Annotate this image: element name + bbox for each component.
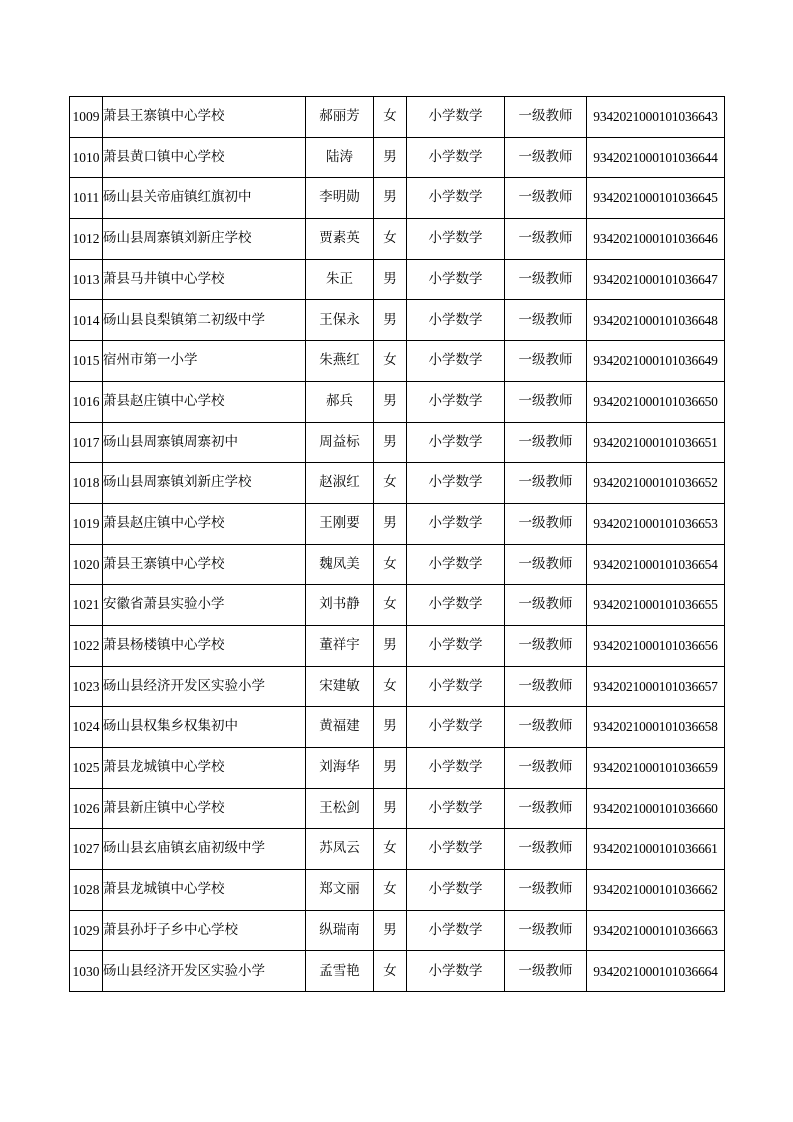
school-name-cell: 萧县龙城镇中心学校 [103, 748, 306, 789]
teacher-name-cell: 刘书静 [306, 585, 374, 626]
subject-cell: 小学数学 [407, 503, 505, 544]
professional-title-cell: 一级教师 [505, 544, 587, 585]
table-row [70, 97, 725, 138]
subject-cell: 小学数学 [407, 666, 505, 707]
professional-title-cell: 一级教师 [505, 259, 587, 300]
professional-title-cell: 一级教师 [505, 707, 587, 748]
school-name-cell: 萧县孙圩子乡中心学校 [103, 910, 306, 951]
professional-title-cell: 一级教师 [505, 137, 587, 178]
gender-cell: 男 [374, 178, 407, 219]
certificate-number-cell: 9342021000101036662 [587, 870, 725, 911]
row-number-cell: 1023 [70, 666, 103, 707]
subject-cell: 小学数学 [407, 381, 505, 422]
professional-title-cell: 一级教师 [505, 178, 587, 219]
row-number-cell: 1016 [70, 381, 103, 422]
school-name-cell: 萧县黄口镇中心学校 [103, 137, 306, 178]
teacher-name-cell: 赵淑红 [306, 463, 374, 504]
subject-cell: 小学数学 [407, 788, 505, 829]
row-number-cell: 1022 [70, 625, 103, 666]
teacher-name-cell: 王刚要 [306, 503, 374, 544]
teacher-name-cell: 王保永 [306, 300, 374, 341]
professional-title-cell: 一级教师 [505, 300, 587, 341]
table-row [70, 870, 725, 911]
school-name-cell: 砀山县玄庙镇玄庙初级中学 [103, 829, 306, 870]
row-number-cell: 1027 [70, 829, 103, 870]
professional-title-cell: 一级教师 [505, 341, 587, 382]
professional-title-cell: 一级教师 [505, 951, 587, 992]
school-name-cell: 砀山县关帝庙镇红旗初中 [103, 178, 306, 219]
gender-cell: 男 [374, 625, 407, 666]
school-name-cell: 萧县赵庄镇中心学校 [103, 381, 306, 422]
professional-title-cell: 一级教师 [505, 463, 587, 504]
subject-cell: 小学数学 [407, 463, 505, 504]
teacher-name-cell: 魏凤美 [306, 544, 374, 585]
school-name-cell: 萧县新庄镇中心学校 [103, 788, 306, 829]
professional-title-cell: 一级教师 [505, 625, 587, 666]
subject-cell: 小学数学 [407, 870, 505, 911]
school-name-cell: 萧县马井镇中心学校 [103, 259, 306, 300]
row-number-cell: 1024 [70, 707, 103, 748]
certificate-number-cell: 9342021000101036646 [587, 219, 725, 260]
certificate-number-cell: 9342021000101036663 [587, 910, 725, 951]
subject-cell: 小学数学 [407, 341, 505, 382]
school-name-cell: 砀山县周寨镇刘新庄学校 [103, 463, 306, 504]
row-number-cell: 1021 [70, 585, 103, 626]
gender-cell: 男 [374, 300, 407, 341]
certificate-number-cell: 9342021000101036654 [587, 544, 725, 585]
certificate-number-cell: 9342021000101036660 [587, 788, 725, 829]
certificate-number-cell: 9342021000101036661 [587, 829, 725, 870]
certificate-number-cell: 9342021000101036647 [587, 259, 725, 300]
subject-cell: 小学数学 [407, 585, 505, 626]
subject-cell: 小学数学 [407, 300, 505, 341]
row-number-cell: 1019 [70, 503, 103, 544]
row-number-cell: 1017 [70, 422, 103, 463]
gender-cell: 女 [374, 219, 407, 260]
teacher-name-cell: 苏凤云 [306, 829, 374, 870]
row-number-cell: 1013 [70, 259, 103, 300]
teacher-name-cell: 陆涛 [306, 137, 374, 178]
subject-cell: 小学数学 [407, 422, 505, 463]
school-name-cell: 砀山县周寨镇刘新庄学校 [103, 219, 306, 260]
school-name-cell: 砀山县经济开发区实验小学 [103, 951, 306, 992]
row-number-cell: 1010 [70, 137, 103, 178]
subject-cell: 小学数学 [407, 97, 505, 138]
subject-cell: 小学数学 [407, 178, 505, 219]
table-row [70, 259, 725, 300]
table-row [70, 341, 725, 382]
table-row [70, 666, 725, 707]
teacher-name-cell: 周益标 [306, 422, 374, 463]
table-row [70, 178, 725, 219]
gender-cell: 男 [374, 422, 407, 463]
row-number-cell: 1030 [70, 951, 103, 992]
professional-title-cell: 一级教师 [505, 422, 587, 463]
subject-cell: 小学数学 [407, 910, 505, 951]
table-row [70, 910, 725, 951]
gender-cell: 男 [374, 381, 407, 422]
gender-cell: 女 [374, 829, 407, 870]
row-number-cell: 1029 [70, 910, 103, 951]
table-row [70, 381, 725, 422]
professional-title-cell: 一级教师 [505, 381, 587, 422]
certificate-number-cell: 9342021000101036659 [587, 748, 725, 789]
table-row [70, 829, 725, 870]
certificate-number-cell: 9342021000101036657 [587, 666, 725, 707]
table-row [70, 748, 725, 789]
teacher-name-cell: 李明勋 [306, 178, 374, 219]
professional-title-cell: 一级教师 [505, 585, 587, 626]
teacher-roster-table [69, 96, 725, 992]
teacher-name-cell: 纵瑞南 [306, 910, 374, 951]
row-number-cell: 1020 [70, 544, 103, 585]
table-row [70, 219, 725, 260]
school-name-cell: 砀山县周寨镇周寨初中 [103, 422, 306, 463]
teacher-name-cell: 郝兵 [306, 381, 374, 422]
subject-cell: 小学数学 [407, 219, 505, 260]
table-row [70, 707, 725, 748]
subject-cell: 小学数学 [407, 544, 505, 585]
school-name-cell: 砀山县权集乡权集初中 [103, 707, 306, 748]
school-name-cell: 砀山县经济开发区实验小学 [103, 666, 306, 707]
certificate-number-cell: 9342021000101036644 [587, 137, 725, 178]
professional-title-cell: 一级教师 [505, 829, 587, 870]
gender-cell: 男 [374, 707, 407, 748]
professional-title-cell: 一级教师 [505, 219, 587, 260]
subject-cell: 小学数学 [407, 748, 505, 789]
subject-cell: 小学数学 [407, 137, 505, 178]
table-row [70, 422, 725, 463]
certificate-number-cell: 9342021000101036653 [587, 503, 725, 544]
row-number-cell: 1014 [70, 300, 103, 341]
certificate-number-cell: 9342021000101036651 [587, 422, 725, 463]
gender-cell: 女 [374, 341, 407, 382]
school-name-cell: 萧县赵庄镇中心学校 [103, 503, 306, 544]
subject-cell: 小学数学 [407, 951, 505, 992]
teacher-name-cell: 王松剑 [306, 788, 374, 829]
teacher-name-cell: 朱燕红 [306, 341, 374, 382]
school-name-cell: 安徽省萧县实验小学 [103, 585, 306, 626]
certificate-number-cell: 9342021000101036650 [587, 381, 725, 422]
row-number-cell: 1012 [70, 219, 103, 260]
professional-title-cell: 一级教师 [505, 748, 587, 789]
teacher-name-cell: 宋建敏 [306, 666, 374, 707]
row-number-cell: 1009 [70, 97, 103, 138]
table-row [70, 503, 725, 544]
certificate-number-cell: 9342021000101036649 [587, 341, 725, 382]
row-number-cell: 1018 [70, 463, 103, 504]
table-row [70, 951, 725, 992]
row-number-cell: 1026 [70, 788, 103, 829]
table-row [70, 625, 725, 666]
professional-title-cell: 一级教师 [505, 910, 587, 951]
school-name-cell: 砀山县良梨镇第二初级中学 [103, 300, 306, 341]
roster-body [70, 97, 725, 992]
teacher-name-cell: 贾素英 [306, 219, 374, 260]
gender-cell: 男 [374, 137, 407, 178]
subject-cell: 小学数学 [407, 829, 505, 870]
certificate-number-cell: 9342021000101036658 [587, 707, 725, 748]
teacher-name-cell: 董祥宇 [306, 625, 374, 666]
certificate-number-cell: 9342021000101036655 [587, 585, 725, 626]
row-number-cell: 1011 [70, 178, 103, 219]
gender-cell: 女 [374, 97, 407, 138]
teacher-name-cell: 孟雪艳 [306, 951, 374, 992]
gender-cell: 女 [374, 870, 407, 911]
gender-cell: 女 [374, 463, 407, 504]
row-number-cell: 1028 [70, 870, 103, 911]
professional-title-cell: 一级教师 [505, 97, 587, 138]
school-name-cell: 萧县杨楼镇中心学校 [103, 625, 306, 666]
gender-cell: 女 [374, 544, 407, 585]
table-row [70, 137, 725, 178]
table-row [70, 300, 725, 341]
school-name-cell: 萧县龙城镇中心学校 [103, 870, 306, 911]
certificate-number-cell: 9342021000101036645 [587, 178, 725, 219]
school-name-cell: 萧县王寨镇中心学校 [103, 97, 306, 138]
gender-cell: 女 [374, 666, 407, 707]
teacher-name-cell: 黄福建 [306, 707, 374, 748]
certificate-number-cell: 9342021000101036652 [587, 463, 725, 504]
gender-cell: 女 [374, 951, 407, 992]
gender-cell: 男 [374, 910, 407, 951]
teacher-name-cell: 朱正 [306, 259, 374, 300]
row-number-cell: 1025 [70, 748, 103, 789]
professional-title-cell: 一级教师 [505, 666, 587, 707]
gender-cell: 男 [374, 259, 407, 300]
table-row [70, 544, 725, 585]
table-row [70, 788, 725, 829]
certificate-number-cell: 9342021000101036643 [587, 97, 725, 138]
professional-title-cell: 一级教师 [505, 870, 587, 911]
certificate-number-cell: 9342021000101036656 [587, 625, 725, 666]
subject-cell: 小学数学 [407, 259, 505, 300]
gender-cell: 男 [374, 788, 407, 829]
gender-cell: 女 [374, 585, 407, 626]
gender-cell: 男 [374, 748, 407, 789]
subject-cell: 小学数学 [407, 707, 505, 748]
row-number-cell: 1015 [70, 341, 103, 382]
certificate-number-cell: 9342021000101036648 [587, 300, 725, 341]
certificate-number-cell: 9342021000101036664 [587, 951, 725, 992]
school-name-cell: 宿州市第一小学 [103, 341, 306, 382]
subject-cell: 小学数学 [407, 625, 505, 666]
school-name-cell: 萧县王寨镇中心学校 [103, 544, 306, 585]
teacher-name-cell: 刘海华 [306, 748, 374, 789]
gender-cell: 男 [374, 503, 407, 544]
professional-title-cell: 一级教师 [505, 503, 587, 544]
teacher-name-cell: 郑文丽 [306, 870, 374, 911]
table-row [70, 463, 725, 504]
teacher-name-cell: 郝丽芳 [306, 97, 374, 138]
table-row [70, 585, 725, 626]
professional-title-cell: 一级教师 [505, 788, 587, 829]
